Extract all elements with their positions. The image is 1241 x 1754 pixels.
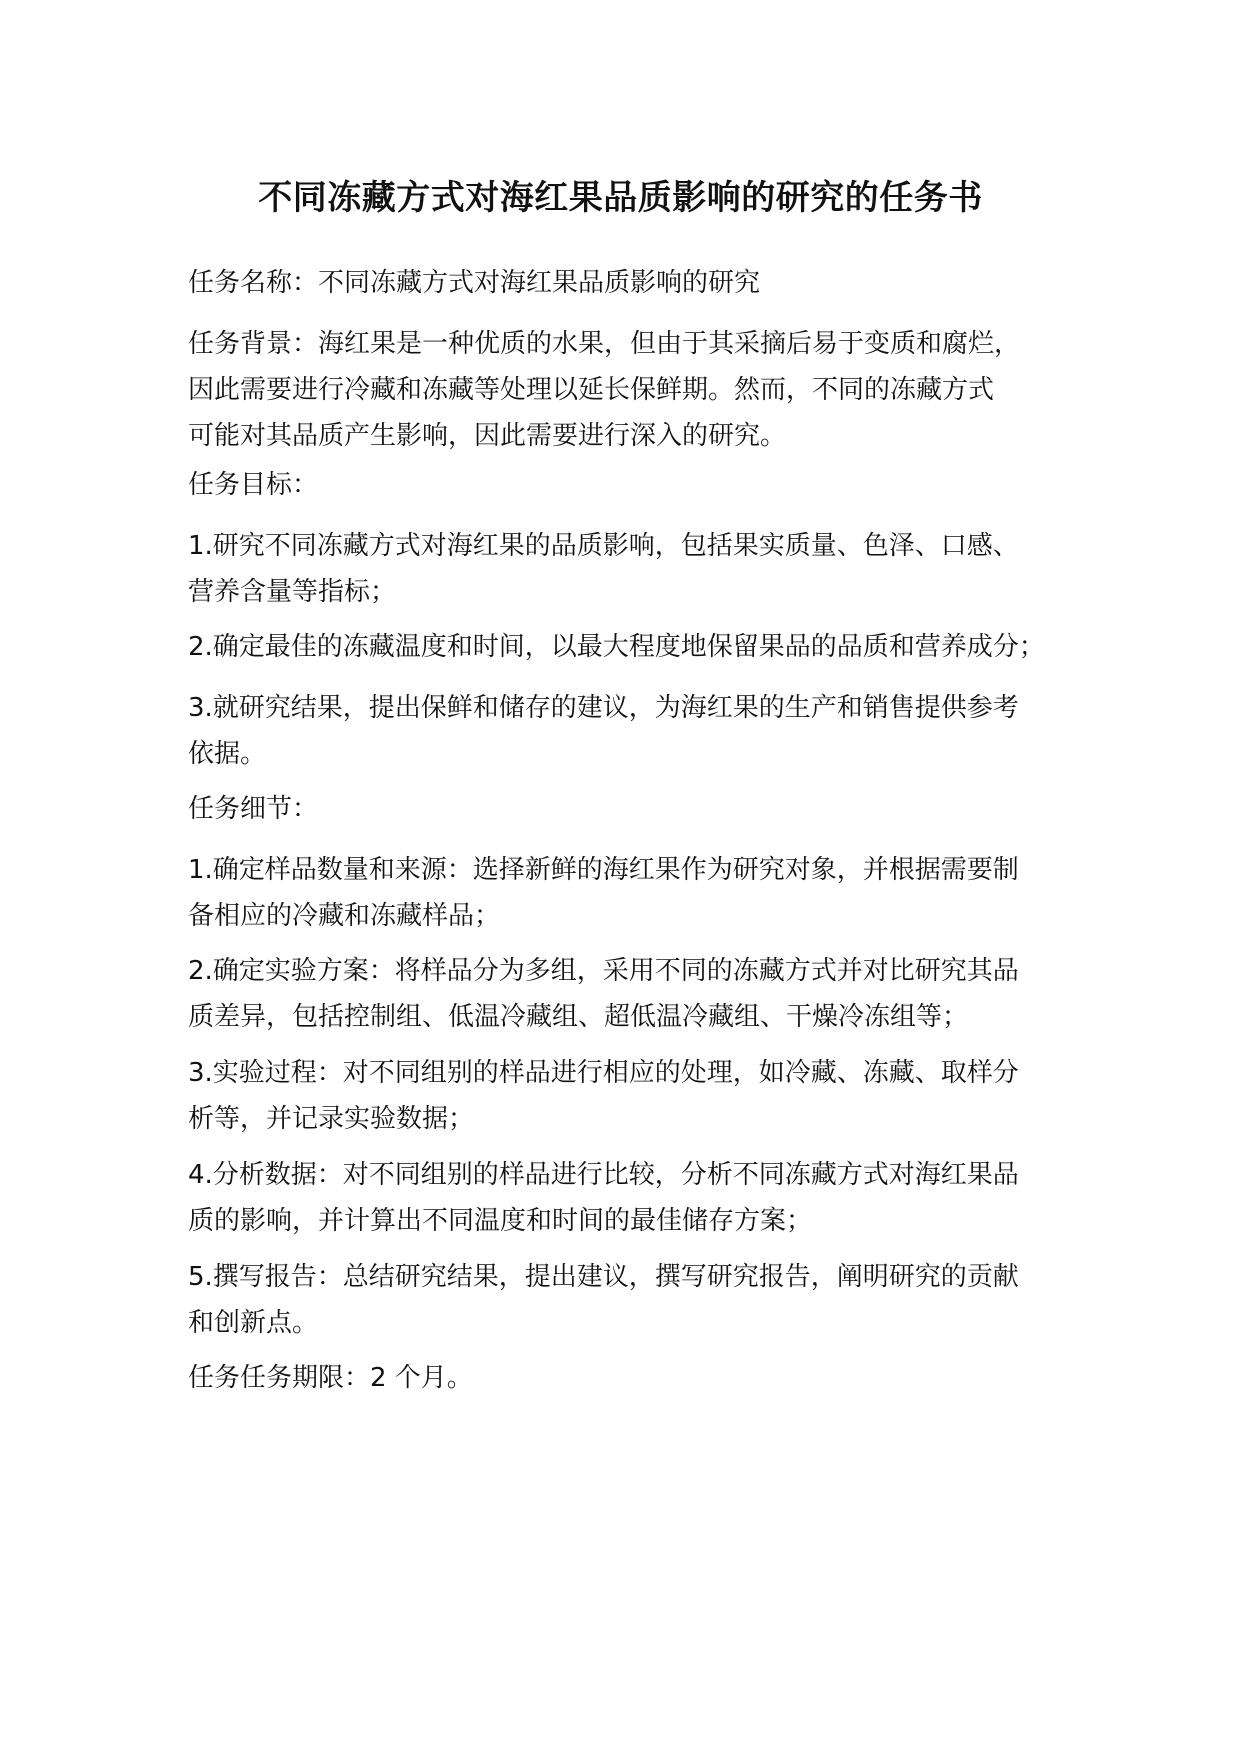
detail-5-line-2: 和创新点。 [188,1308,319,1338]
detail-5-line-1: 5.撰写报告：总结研究结果，提出建议，撰写研究报告，阐明研究的贡献 [188,1262,1019,1292]
detail-1-line-1: 1.确定样品数量和来源：选择新鲜的海红果作为研究对象，并根据需要制 [188,855,1019,885]
objective-1-line-2: 营养含量等指标； [188,577,397,607]
objective-1-line-1: 1.研究不同冻藏方式对海红果的品质影响，包括果实质量、色泽、口感、 [188,531,1019,561]
objective-2-line-1: 2.确定最佳的冻藏温度和时间，以最大程度地保留果品的品质和营养成分； [188,632,1045,662]
deadline-line: 任务任务期限：2 个月。 [188,1363,473,1393]
details-heading-text: 任务细节： [188,794,319,824]
background-line-3: 可能对其品质产生影响，因此需要进行深入的研究。 [188,421,787,451]
detail-item-4 [188,1152,1088,1244]
task-background-paragraph [188,321,1088,459]
objective-item-2 [188,624,1088,670]
detail-item-2 [188,948,1088,1040]
background-line-1: 任务背景：海红果是一种优质的水果，但由于其采摘后易于变质和腐烂， [188,329,1021,359]
detail-2-line-2: 质差异，包括控制组、低温冷藏组、超低温冷藏组、干燥冷冻组等； [188,1002,969,1032]
objective-3-line-1: 3.就研究结果，提出保鲜和储存的建议，为海红果的生产和销售提供参考 [188,693,1019,723]
objectives-heading-text: 任务目标： [188,470,319,500]
detail-4-line-2: 质的影响，并计算出不同温度和时间的最佳储存方案； [188,1206,813,1236]
detail-2-line-1: 2.确定实验方案：将样品分为多组，采用不同的冻藏方式并对比研究其品 [188,956,1019,986]
detail-3-line-1: 3.实验过程：对不同组别的样品进行相应的处理，如冷藏、冻藏、取样分 [188,1058,1019,1088]
task-name-line: 任务名称：不同冻藏方式对海红果品质影响的研究 [188,268,761,298]
detail-item-5 [188,1254,1088,1346]
detail-item-1 [188,847,1088,939]
deadline-paragraph [188,1355,1088,1401]
objective-3-line-2: 依据。 [188,739,267,769]
task-name-paragraph [188,260,1088,306]
document-title: 不同冻藏方式对海红果品质影响的研究的任务书 [258,178,983,218]
detail-1-line-2: 备相应的冷藏和冻藏样品； [188,901,501,931]
detail-4-line-1: 4.分析数据：对不同组别的样品进行比较，分析不同冻藏方式对海红果品 [188,1160,1019,1190]
objective-item-1 [188,523,1088,615]
objective-item-3 [188,685,1088,777]
detail-item-3 [188,1050,1088,1142]
details-heading [188,786,1088,832]
objectives-heading [188,462,1088,508]
background-line-2: 因此需要进行冷藏和冻藏等处理以延长保鲜期。然而，不同的冻藏方式 [188,375,995,405]
detail-3-line-2: 析等，并记录实验数据； [188,1104,475,1134]
